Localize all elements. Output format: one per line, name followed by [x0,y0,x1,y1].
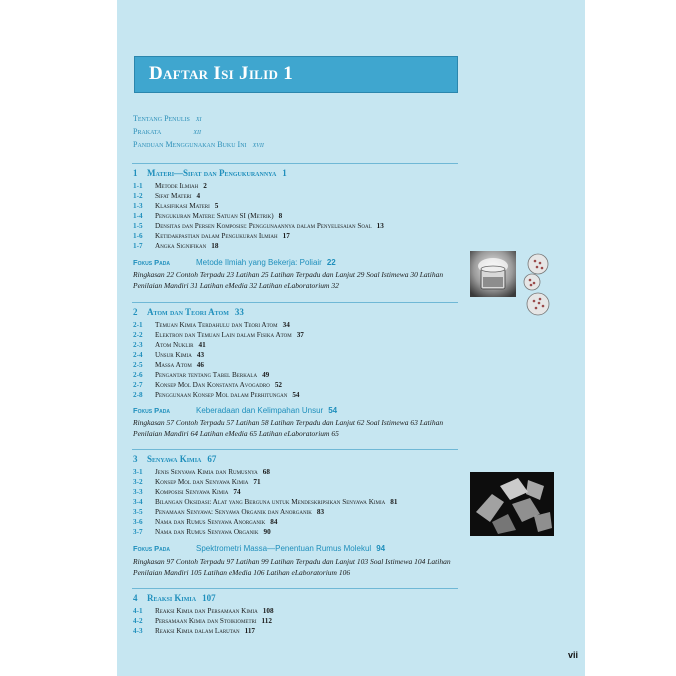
intro-label: Tentang Penulis [133,114,190,123]
section-row: 3-3 Komposisi Senyawa Kimia 74 [133,488,241,496]
chapter-divider [132,588,458,589]
section-row: 3-6 Nama dan Rumus Senyawa Anorganik 84 [133,518,278,526]
intro-page: xii [193,127,201,136]
chapter-summary: Ringkasan 57 Contoh Terpadu 57 Latihan 58 Latihan Terpadu dan Lanjut 62 Soal Istimewa 63 Latihan Penilaian Mandiri 64 Latihan eMedia 65 Latihan eLaboratorium 65 [133,418,444,438]
section-row: 2-6 Pengantar tentang Tabel Berkala 49 [133,371,270,379]
chapter-heading: 4 Reaksi Kimia 107 [133,593,216,603]
section-row: 3-1 Jenis Senyawa Kimia dan Rumusnya 68 [133,468,270,476]
intro-item [133,114,202,123]
chapter-number: 1 [133,168,138,178]
chapter-heading [133,168,287,178]
chapter-divider [132,163,458,164]
section-row: 1-3 Klasifikasi Materi 5 [133,202,219,210]
section-row: 2-7 Konsep Mol Dan Konstanta Avogadro 52 [133,381,282,389]
section-row: 1-6 Ketidakpastian dalam Pengukuran Ilmiah 17 [133,232,290,240]
intro-label: Prakata [133,127,162,136]
page-number: vii [568,650,579,660]
fokus-row: Fokus Pada Spektrometri Massa—Penentuan Rumus Molekul 94 [133,544,386,553]
intro-page: xi [195,114,202,123]
intro-item [133,127,201,136]
section-row: 2-3 Atom Nuklir 41 [133,341,206,349]
section-row: 2-5 Massa Atom 46 [133,361,204,369]
section-row: 2-4 Unsur Kimia 43 [133,351,205,359]
chapter-page: 1 [282,168,287,178]
section-row: 2-8 Penggunaan Konsep Mol dalam Perhitungan 54 [133,391,300,399]
chapter-divider [132,302,458,303]
section-row: 3-2 Konsep Mol dan Senyawa Kimia 71 [133,478,261,486]
molecule-spheres-illustration [518,252,552,322]
section-row: 1-1 Metode Ilmiah 2 [133,182,207,190]
title-banner [134,56,458,93]
page-title: Daftar Isi Jilid 1 [149,63,294,84]
section-row: 3-7 Nama dan Rumus Senyawa Organik 90 [133,528,271,536]
section-row: 4-1 Reaksi Kimia dan Persamaan Kimia 108 [133,607,274,615]
intro-item [133,140,264,149]
chapter-summary: Ringkasan 22 Contoh Terpadu 23 Latihan 25 Latihan Terpadu dan Lanjut 29 Soal Istimewa 30 Latihan Penilaian Mandiri 31 Latihan eMedia 32 Latihan eLaboratorium 32 [133,270,444,290]
section-row: 1-2 Sifat Materi 4 [133,192,201,200]
section-row: 1-4 Pengukuran Materi: Satuan SI (Metrik) 8 [133,212,283,220]
chapter-title: Materi—Sifat dan Pengukurannya [147,168,277,178]
section-row: 3-4 Bilangan Oksidasi: Alat yang Berguna untuk Mendeskripsikan Senyawa Kimia 81 [133,498,398,506]
section-row: 3-5 Penamaan Senyawa: Senyawa Organik dan Anorganik 83 [133,508,325,516]
crystal-photo [470,472,554,536]
beaker-photo [470,251,516,297]
fokus-row: Fokus Pada Keberadaan dan Kelimpahan Unsur 54 [133,406,338,415]
intro-label: Panduan Menggunakan Buku Ini [133,140,247,149]
section-row: 1-5 Densitas dan Persen Komposisi: Penggunaannya dalam Penyelesaian Soal 13 [133,222,384,230]
fokus-row: Fokus Pada Metode Ilmiah yang Bekerja: Poliair 22 [133,258,336,267]
chapter-divider [132,449,458,450]
intro-page: xvii [252,140,264,149]
chapter-heading: 2 Atom dan Teori Atom 33 [133,307,244,317]
section-row: 1-7 Angka Signifikan 18 [133,242,219,250]
section-row: 4-2 Persamaan Kimia dan Stoikiometri 112 [133,617,272,625]
section-row: 2-1 Temuan Kimia Terdahulu dan Teori Atom 34 [133,321,290,329]
chapter-heading: 3 Senyawa Kimia 67 [133,454,217,464]
section-row: 2-2 Elektron dan Temuan Lain dalam Fisika Atom 37 [133,331,304,339]
chapter-summary: Ringkasan 97 Contoh Terpadu 97 Latihan 99 Latihan Terpadu dan Lanjut 103 Soal Istimewa 104 Latihan Penilaian Mandiri 105 Latihan eMedia 106 Latihan eLaboratorium 106 [133,557,451,577]
section-row: 4-3 Reaksi Kimia dalam Larutan 117 [133,627,256,635]
